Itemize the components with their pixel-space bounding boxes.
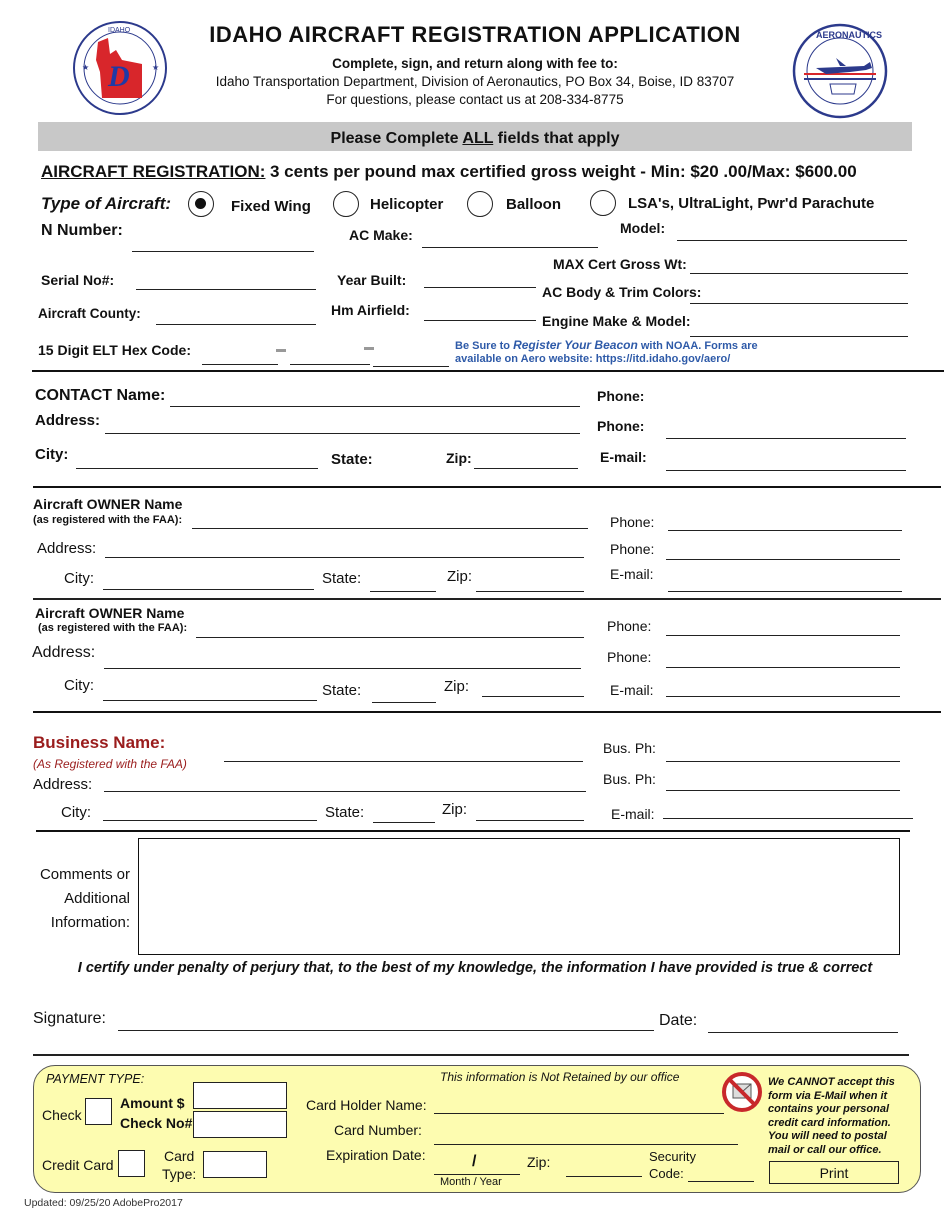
footer-updated: Updated: 09/25/20 AdobePro2017 <box>24 1197 183 1209</box>
radio-helicopter[interactable] <box>333 191 359 217</box>
business-name-label: Business Name: <box>33 733 166 752</box>
owner1-phone2-field[interactable] <box>666 541 900 560</box>
form-title: IDAHO AIRCRAFT REGISTRATION APPLICATION <box>209 22 741 47</box>
hm-airfield-label: Hm Airfield: <box>331 302 410 318</box>
n-number-label: N Number: <box>41 222 123 239</box>
elt-label: 15 Digit ELT Hex Code: <box>38 342 191 358</box>
warning-line: contains your personal <box>768 1103 890 1115</box>
comments-label-line3: Information: <box>50 914 130 931</box>
body-colors-label: AC Body & Trim Colors: <box>542 284 702 300</box>
serial-field[interactable] <box>136 271 316 290</box>
engine-label: Engine Make & Model: <box>542 313 691 329</box>
body-colors-field[interactable] <box>690 285 908 304</box>
contact-state-label: State: <box>331 451 373 468</box>
divider <box>33 711 941 713</box>
amount-label: Amount $ <box>120 1095 185 1111</box>
registration-heading: AIRCRAFT REGISTRATION: <box>41 162 266 181</box>
warning-line: form via E-Mail when it <box>768 1089 888 1102</box>
aircraft-type-label: Type of Aircraft: <box>41 194 172 213</box>
county-label: Aircraft County: <box>38 306 141 321</box>
owner1-address-field[interactable] <box>105 539 584 558</box>
signature-field[interactable] <box>118 1012 654 1031</box>
security-label-2: Code: <box>649 1166 684 1181</box>
divider <box>33 598 941 600</box>
divider <box>32 370 944 372</box>
owner1-email-label: E-mail: <box>610 566 654 582</box>
owner2-zip-label: Zip: <box>444 678 470 695</box>
model-label: Model: <box>620 220 666 236</box>
owner2-email-field[interactable] <box>666 678 900 697</box>
type-balloon-label: Balloon <box>506 196 561 213</box>
comments-textarea[interactable] <box>138 838 900 955</box>
owner2-state-label: State: <box>322 682 362 699</box>
contact-email-label: E-mail: <box>600 449 647 465</box>
elt-field-part1[interactable] <box>202 346 278 365</box>
return-instructions: Complete, sign, and return along with fee to: <box>332 56 618 71</box>
contact-phone-label: Phone: <box>597 388 645 404</box>
owner1-phone-field[interactable] <box>668 512 902 531</box>
owner1-city-label: City: <box>64 570 94 587</box>
owner1-zip-field[interactable] <box>476 573 584 592</box>
business-phone2-label: Bus. Ph: <box>603 771 656 787</box>
business-email-label: E-mail: <box>611 806 655 822</box>
credit-card-box[interactable] <box>118 1150 145 1177</box>
business-phone-field[interactable] <box>666 743 900 762</box>
owner2-address-field[interactable] <box>104 650 581 669</box>
payment-type-label: PAYMENT TYPE: <box>46 1072 145 1086</box>
date-field[interactable] <box>708 1014 898 1033</box>
beacon-note: Be Sure to Register Your Beacon with NOAA. Forms are <box>455 338 758 352</box>
radio-fixed-wing[interactable] <box>188 191 214 217</box>
n-number-field[interactable] <box>132 233 314 252</box>
elt-dash-1 <box>276 349 286 352</box>
contact-zip-field[interactable] <box>474 450 578 469</box>
not-retained-note: This information is Not Retained by our office <box>440 1070 680 1084</box>
radio-balloon[interactable] <box>467 191 493 217</box>
card-type-label-2: Type: <box>162 1166 197 1182</box>
check-box[interactable] <box>85 1098 112 1125</box>
contact-address-label: Address: <box>35 412 101 429</box>
security-label-1: Security <box>649 1149 696 1164</box>
type-lsa-label: LSA's, UltraLight, Pwr'd Parachute <box>628 195 875 212</box>
payment-zip-label: Zip: <box>527 1154 551 1170</box>
signature-label: Signature: <box>33 1010 106 1027</box>
business-name-field[interactable] <box>224 743 583 762</box>
owner1-name-label: Aircraft OWNER Name <box>33 496 183 512</box>
business-sub-label: (As Registered with the FAA) <box>33 757 187 771</box>
owner2-phone-label: Phone: <box>607 618 652 634</box>
max-gross-label: MAX Cert Gross Wt: <box>553 256 687 272</box>
business-city-label: City: <box>61 804 91 821</box>
owner2-email-label: E-mail: <box>610 682 654 698</box>
serial-label: Serial No#: <box>41 272 115 288</box>
business-zip-field[interactable] <box>476 802 584 821</box>
hm-airfield-field[interactable] <box>424 302 536 321</box>
aeronautics-logo <box>786 22 894 120</box>
divider <box>36 830 910 832</box>
business-state-field[interactable] <box>373 804 435 823</box>
check-label: Check <box>42 1107 82 1123</box>
owner1-city-field[interactable] <box>103 571 314 590</box>
svg-text:IDAHO: IDAHO <box>108 27 131 34</box>
owner1-address-label: Address: <box>37 540 97 557</box>
business-address-label: Address: <box>33 776 93 793</box>
owner1-state-field[interactable] <box>370 573 436 592</box>
owner2-city-field[interactable] <box>103 682 317 701</box>
card-number-field[interactable] <box>434 1126 738 1145</box>
business-zip-label: Zip: <box>442 801 468 818</box>
print-button[interactable]: Print <box>769 1161 899 1184</box>
owner2-city-label: City: <box>64 677 94 694</box>
type-helicopter-label: Helicopter <box>370 196 444 213</box>
card-number-label: Card Number: <box>334 1122 422 1138</box>
owner2-state-field[interactable] <box>372 684 436 703</box>
radio-lsa[interactable] <box>590 190 616 216</box>
engine-field[interactable] <box>690 318 908 337</box>
owner2-address-label: Address: <box>32 644 96 661</box>
svg-text:★: ★ <box>152 63 160 72</box>
business-address-field[interactable] <box>104 773 586 792</box>
expiration-slash: / <box>472 1153 477 1170</box>
fee-description: 3 cents per pound max certified gross weight - Min: $20 .00/Max: $600.00 <box>270 162 857 181</box>
elt-field-part2[interactable] <box>290 346 370 365</box>
owner2-sub-label: (as registered with the FAA): <box>38 622 188 634</box>
check-no-field[interactable] <box>193 1111 287 1138</box>
email-warning <box>768 1076 895 1157</box>
certification-statement: I certify under penalty of perjury that, to the best of my knowledge, the information I have provided is true & correct <box>77 960 873 976</box>
contact-email-field[interactable] <box>666 452 906 471</box>
contact-city-field[interactable] <box>76 450 318 469</box>
contact-phone2-label: Phone: <box>597 418 645 434</box>
model-field[interactable] <box>677 222 907 241</box>
contact-name-field[interactable] <box>170 388 580 407</box>
amount-field[interactable] <box>193 1082 287 1109</box>
comments-label-line2: Additional <box>64 890 130 907</box>
month-year-hint: Month / Year <box>440 1176 502 1188</box>
warning-line: We CANNOT accept this <box>768 1076 895 1088</box>
owner1-sub-label: (as registered with the FAA): <box>33 514 183 526</box>
svg-text:★: ★ <box>82 63 90 72</box>
owner2-phone2-field[interactable] <box>666 649 900 668</box>
warning-line: credit card information. <box>768 1116 891 1129</box>
svg-text:D: D <box>108 60 130 93</box>
svg-text:AERONAUTICS: AERONAUTICS <box>816 30 883 40</box>
payment-zip-field[interactable] <box>566 1158 642 1177</box>
business-email-field[interactable] <box>663 800 913 819</box>
date-label: Date: <box>659 1012 698 1029</box>
business-state-label: State: <box>325 804 365 821</box>
warning-line: You will need to postal <box>768 1130 887 1142</box>
beacon-note-line2: available on Aero website: https://itd.idaho.gov/aero/ <box>455 353 731 365</box>
owner1-phone2-label: Phone: <box>610 541 655 557</box>
card-type-label-1: Card <box>164 1148 195 1164</box>
owner1-email-field[interactable] <box>668 573 902 592</box>
max-gross-field[interactable] <box>690 255 908 274</box>
comments-label-line1: Comments or <box>39 866 130 883</box>
type-fixed-wing-label: Fixed Wing <box>231 198 311 215</box>
business-phone2-field[interactable] <box>666 772 900 791</box>
security-code-field[interactable] <box>688 1163 754 1182</box>
contact-address-field[interactable] <box>105 415 580 434</box>
credit-card-label: Credit Card <box>42 1157 114 1173</box>
owner1-zip-label: Zip: <box>447 568 473 585</box>
contact-phone2-field[interactable] <box>666 420 906 439</box>
business-phone-label: Bus. Ph: <box>603 740 656 756</box>
radio-selected-dot <box>195 198 206 209</box>
comments-label <box>0 863 130 935</box>
elt-field-part3[interactable] <box>373 348 449 367</box>
year-built-label: Year Built: <box>337 272 407 288</box>
business-city-field[interactable] <box>103 802 317 821</box>
contact-name-label: CONTACT Name: <box>35 387 166 404</box>
owner1-state-label: State: <box>322 570 362 587</box>
check-no-label: Check No# <box>120 1115 193 1131</box>
owner2-zip-field[interactable] <box>482 678 584 697</box>
ac-make-field[interactable] <box>422 229 598 248</box>
contact-zip-label: Zip: <box>446 450 472 466</box>
mailing-address: Idaho Transportation Department, Division of Aeronautics, PO Box 34, Boise, ID 83707 <box>215 74 735 89</box>
county-field[interactable] <box>156 306 316 325</box>
owner2-phone-field[interactable] <box>666 617 900 636</box>
owner1-phone-label: Phone: <box>610 514 655 530</box>
owner2-name-label: Aircraft OWNER Name <box>35 605 185 621</box>
owner1-name-field[interactable] <box>192 510 588 529</box>
ac-make-label: AC Make: <box>349 227 413 243</box>
expiration-field[interactable] <box>434 1156 520 1175</box>
divider <box>33 1054 909 1056</box>
banner-text: Please Complete ALL fields that apply <box>330 130 620 147</box>
card-type-field[interactable] <box>203 1151 267 1178</box>
contact-phone-note: For questions, please contact us at 208-334-8775 <box>326 92 624 107</box>
card-holder-field[interactable] <box>434 1095 724 1114</box>
divider <box>33 486 941 488</box>
card-holder-label: Card Holder Name: <box>306 1097 427 1113</box>
contact-city-label: City: <box>35 446 69 463</box>
no-email-icon <box>722 1070 762 1114</box>
year-built-field[interactable] <box>424 269 536 288</box>
expiration-label: Expiration Date: <box>326 1147 426 1163</box>
owner2-name-field[interactable] <box>196 619 584 638</box>
warning-line: mail or call our office. <box>768 1143 882 1156</box>
owner2-phone2-label: Phone: <box>607 649 652 665</box>
